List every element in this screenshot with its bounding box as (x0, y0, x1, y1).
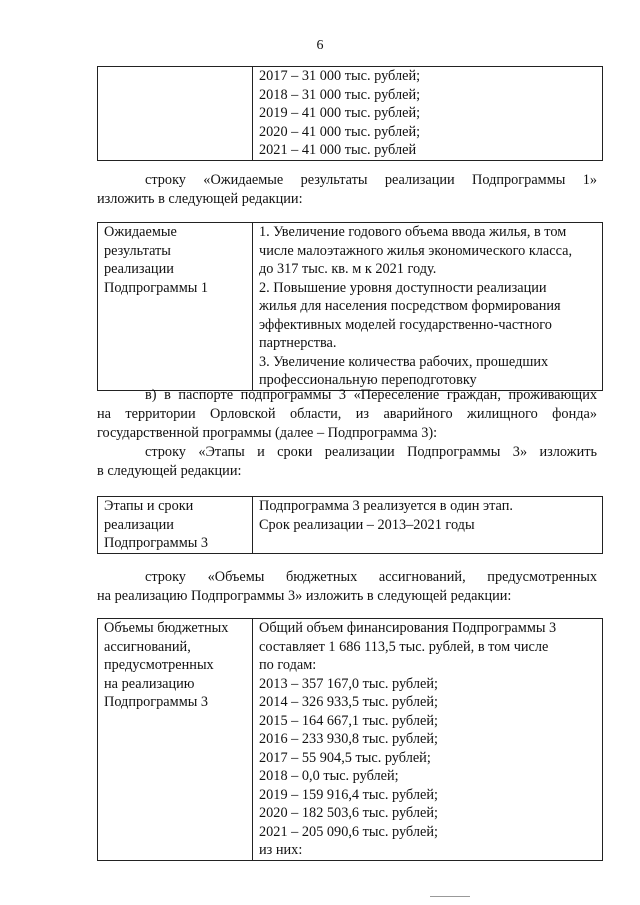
cell-line: 1. Увеличение годового объема ввода жилья, в том (259, 224, 567, 240)
cell-line: жилья для населения посредством формирования (259, 298, 561, 314)
scan-artifact-line (430, 896, 470, 897)
cell-line: Объемы бюджетных (104, 620, 229, 636)
cell-line: Этапы и сроки (104, 498, 194, 514)
year-amount-line: 2017 – 31 000 тыс. рублей; (259, 68, 421, 84)
table-cell-right (253, 619, 603, 861)
cell-line: ассигнований, (104, 638, 191, 655)
year-amount-line: 2014 – 326 933,5 тыс. рублей; (259, 694, 438, 710)
cell-line: 3. Увеличение количества рабочих, прошедших (259, 353, 549, 370)
cell-line: Ожидаемые (104, 224, 177, 240)
funding-continuation-table (97, 66, 603, 161)
year-amount-line: 2019 – 41 000 тыс. рублей; (259, 105, 421, 121)
table-row (98, 619, 603, 861)
table-row (98, 497, 603, 554)
cell-line: Подпрограммы 3 (104, 535, 209, 551)
cell-line: из них: (259, 842, 303, 858)
cell-line: по годам: (259, 657, 317, 673)
year-amount-line: 2017 – 55 904,5 тыс. рублей; (259, 749, 431, 766)
cell-line: партнерства. (259, 335, 337, 351)
year-amount-line: 2016 – 233 930,8 тыс. рублей; (259, 731, 438, 747)
table-cell-left (98, 497, 253, 554)
cell-line: Подпрограмма 3 реализуется в один этап. (259, 498, 513, 514)
cell-line: Общий объем финансирования Подпрограммы 3 (259, 620, 557, 636)
budget-allocations-table (97, 618, 603, 861)
table-cell-left (98, 619, 253, 861)
table-row (98, 67, 603, 161)
paragraph-line: в) в паспорте подпрограммы 3 «Переселение граждан, проживающих (145, 387, 597, 403)
year-amount-line: 2021 – 205 090,6 тыс. рублей; (259, 823, 438, 840)
paragraph-line: на реализацию Подпрограммы 3» изложить в следующей редакции: (97, 588, 512, 604)
cell-line: 2. Повышение уровня доступности реализации (259, 279, 547, 296)
paragraph-line: на территории Орловской области, из аварийного жилищного фонда» (97, 406, 597, 422)
paragraph-line: государственной программы (далее – Подпрограмма 3): (97, 425, 438, 441)
paragraph-subprogram-3-passport (97, 386, 597, 481)
year-amount-line: 2021 – 41 000 тыс. рублей (259, 142, 417, 158)
cell-line: числе малоэтажного жилья экономического класса, (259, 242, 573, 259)
cell-line: предусмотренных (104, 657, 214, 673)
paragraph-line: строку «Этапы и сроки реализации Подпрограммы 3» изложить (145, 444, 597, 460)
cell-line: составляет 1 686 113,5 тыс. рублей, в том числе (259, 638, 549, 655)
year-amount-line: 2018 – 31 000 тыс. рублей; (259, 86, 421, 103)
year-amount-line: 2015 – 164 667,1 тыс. рублей; (259, 712, 438, 729)
table-cell-left (98, 67, 253, 161)
paragraph-line: в следующей редакции: (97, 463, 242, 479)
year-amount-line: 2019 – 159 916,4 тыс. рублей; (259, 786, 438, 803)
cell-line: Срок реализации – 2013–2021 годы (259, 516, 475, 533)
cell-line: профессиональную переподготовку (259, 372, 477, 388)
year-amount-line: 2020 – 41 000 тыс. рублей; (259, 123, 421, 140)
stages-terms-table (97, 496, 603, 554)
paragraph-expected-results (97, 171, 597, 209)
cell-line: реализации (104, 516, 174, 533)
table-row (98, 223, 603, 391)
cell-line: до 317 тыс. кв. м к 2021 году. (259, 261, 437, 277)
paragraph-line: строку «Ожидаемые результаты реализации Подпрограммы 1» (145, 172, 597, 188)
expected-results-table (97, 222, 603, 391)
year-amount-line: 2013 – 357 167,0 тыс. рублей; (259, 675, 438, 692)
paragraph-line: изложить в следующей редакции: (97, 191, 303, 207)
table-cell-left (98, 223, 253, 391)
cell-line: Подпрограммы 3 (104, 694, 209, 710)
table-cell-right (253, 67, 603, 161)
table-cell-right (253, 223, 603, 391)
cell-line: результаты (104, 242, 171, 259)
paragraph-budget-allocations (97, 568, 597, 606)
year-amount-line: 2018 – 0,0 тыс. рублей; (259, 768, 399, 784)
cell-line: Подпрограммы 1 (104, 279, 209, 296)
year-amount-line: 2020 – 182 503,6 тыс. рублей; (259, 805, 438, 821)
cell-line: реализации (104, 261, 174, 277)
page-number: 6 (316, 38, 324, 53)
paragraph-line: строку «Объемы бюджетных ассигнований, предусмотренных (145, 569, 597, 585)
cell-line: на реализацию (104, 675, 195, 692)
table-cell-right (253, 497, 603, 554)
cell-line: эффективных моделей государственно-частного (259, 316, 552, 333)
